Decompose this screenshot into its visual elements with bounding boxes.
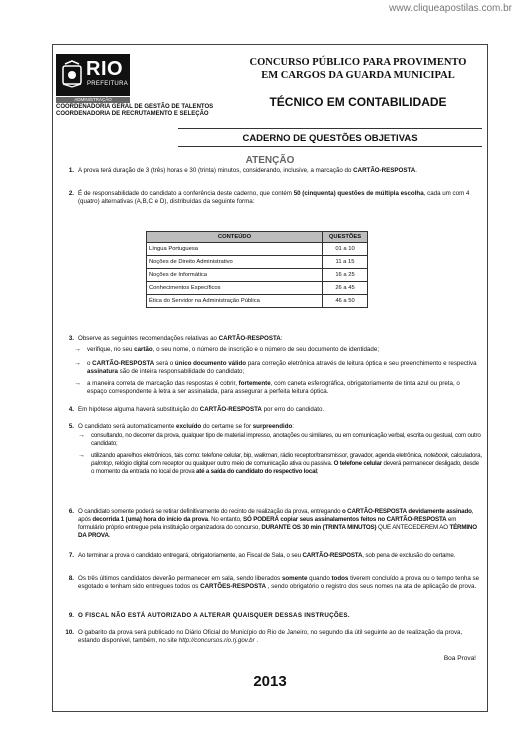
arrow-icon: → (74, 346, 81, 353)
sub-text (91, 452, 482, 476)
cell-conteudo: Ética do Servidor na Administração Pública (147, 295, 323, 308)
text-segment: , com caneta esferográfica, obrigatoriamente de tinta azul ou preta, o espaço correspondente à letra a ser assinalada, para assegurar a perfeita leitura óptica. (87, 380, 460, 395)
text-segment: tiverem concluído a prova ou o tempo tenha se esgotado e tenham sido entregues todos os (78, 575, 480, 590)
arrow-icon: → (74, 360, 81, 367)
cell-questoes: 01 a 10 (323, 243, 368, 256)
text-segment: . (108, 532, 111, 539)
concurso-title-line2: EM CARGOS DA GUARDA MUNICIPAL (261, 70, 455, 81)
table-header-row (147, 232, 368, 243)
text-segment: : (292, 423, 295, 430)
text-segment: , cada um com 4 (quatro) alternativas (A,B,C e D), distribuídas da seguinte forma: (78, 190, 470, 205)
instruction-text (78, 406, 480, 414)
divider-bottom (178, 146, 482, 147)
text-bold: CARTÃO-RESPOSTA (199, 406, 262, 413)
text-bold: O FISCAL NÃO ESTÁ AUTORIZADO A ALTERAR QUAISQUER DESSAS INSTRUÇÕES. (78, 612, 350, 619)
text-segment: , após (78, 508, 474, 523)
text-bold: CARTÕES-RESPOSTA (200, 583, 267, 590)
instruction-number: 6. (68, 508, 74, 515)
text-bold: assinatura (87, 368, 118, 375)
instruction-number: 5. (68, 423, 74, 430)
concurso-title (236, 56, 480, 82)
instruction-number: 8. (68, 575, 74, 582)
text-italic: walkman (254, 452, 278, 459)
text-segment: deverá permanecer desligado, desde o momento da entrada no local de prova (91, 460, 479, 475)
text-bold: cartão (134, 346, 153, 353)
instruction-text (78, 575, 480, 591)
instruction-number: 2. (68, 190, 74, 197)
text-bold: CARTÃO-RESPOSTA (218, 335, 281, 342)
sub-text (87, 346, 480, 354)
text-segment: QUE ANTECEDEREM AO (376, 524, 450, 531)
table-row (147, 282, 368, 295)
text-segment: do certame se for (201, 423, 253, 430)
text-segment: para correção eletrônica através de leitura óptica e seu preenchimento e respectiva (246, 360, 477, 367)
coordenadoria-line1: COORDENADORIA GERAL DE GESTÃO DE TALENTOS (56, 104, 214, 110)
text-segment: , sob pena de exclusão do certame. (362, 552, 456, 559)
text-segment: são de inteira responsabilidade do candidato; (117, 368, 245, 375)
text-segment: É de responsabilidade do candidato a conferência deste caderno, que contém (78, 190, 294, 197)
cargo-title: TÉCNICO EM CONTABILIDADE (269, 95, 447, 109)
text-bold: DURANTE OS 30 min (TRINTA MINUTOS) (261, 524, 377, 531)
text-bold: excluído (176, 423, 202, 430)
header-questoes: QUESTÕES (323, 232, 368, 243)
instruction-text (78, 423, 480, 431)
text-segment: , rádio receptor/transmissor, gravador, agenda eletrônica, (277, 452, 424, 459)
arrow-icon: → (78, 452, 85, 459)
text-bold: fortemente (238, 380, 271, 387)
text-bold: somente (281, 575, 308, 582)
text-segment: Ao terminar a prova o candidato entregará, obrigatoriamente, ao Fiscal de Sala, o seu (78, 552, 303, 559)
text-segment: . (254, 637, 259, 644)
text-bold: SÓ PODERÁ copiar seus assinalamentos feitos no CARTÃO-RESPOSTA (243, 516, 447, 523)
cell-questoes: 26 a 45 (323, 282, 368, 295)
text-bold: TÉRMINO DA PROVA (78, 524, 477, 539)
cell-conteudo: Noções de Informática (147, 269, 323, 282)
atencao-heading: ATENÇÃO (245, 155, 295, 166)
text-segment: : (280, 335, 283, 342)
cell-questoes: 11 a 15 (323, 256, 368, 269)
text-segment: , sendo obrigatório o registro dos seus nomes na ata de aplicação de prova. (266, 583, 477, 590)
sub-text (87, 360, 480, 376)
coordenadoria-line2: COORDENADORIA DE RECRUTAMENTO E SELEÇÃO (56, 111, 209, 117)
text-segment: Observe as seguintes recomendações relativas ao (78, 335, 219, 342)
instruction-number: 10. (65, 629, 74, 636)
site-link[interactable]: http://concursos.rio.rj.gov.br (178, 637, 255, 644)
text-segment: o (87, 360, 93, 367)
year: 2013 (253, 673, 287, 690)
divider-top (178, 128, 482, 129)
text-segment: . No entanto, (207, 516, 244, 523)
concurso-title-line1: CONCURSO PÚBLICO PARA PROVIMENTO (249, 57, 467, 68)
text-bold: CARTÃO-RESPOSTA (353, 167, 416, 174)
instruction-number: 3. (68, 335, 74, 342)
text-segment: , relógio digital com receptor ou qualquer outro meio de comunicação ativa ou passiva. (111, 460, 334, 467)
text-segment: . (415, 167, 417, 174)
table-row (147, 269, 368, 282)
cell-questoes: 16 a 25 (323, 269, 368, 282)
arrow-icon: → (74, 380, 81, 387)
administracao-bar: ADMINISTRAÇÃO (56, 97, 130, 103)
text-bold: único documento válido (174, 360, 247, 367)
header-conteudo: CONTEÚDO (147, 232, 323, 243)
coat-of-arms-icon (61, 60, 83, 88)
instruction-number: 4. (68, 406, 74, 413)
caderno-title: CADERNO DE QUESTÕES OBJETIVAS (242, 133, 418, 144)
instruction-text (78, 190, 480, 206)
arrow-icon: → (78, 432, 85, 439)
table-row (147, 243, 368, 256)
instruction-number: 9. (68, 612, 74, 619)
logo-rio-text: RIO (86, 58, 124, 80)
text-bold: o CARTÃO-RESPOSTA devidamente assinado (341, 508, 472, 515)
prefeitura-logo (56, 54, 130, 96)
text-bold: O telefone celular (333, 460, 382, 467)
text-segment: , calculadora, (447, 452, 482, 459)
text-bold: decorrida 1 (uma) hora do início da prova (92, 516, 208, 523)
text-segment: em formulário próprio entregue pela instituição organizadora do concurso, (78, 516, 457, 531)
table-row (147, 256, 368, 269)
text-segment: ; (316, 468, 319, 475)
instruction-text (78, 552, 480, 560)
instruction-text (78, 508, 480, 540)
text-segment: Em hipótese alguma haverá substituição do (78, 406, 200, 413)
cell-questoes: 46 a 50 (323, 295, 368, 308)
sub-text (91, 432, 482, 448)
text-segment: , o seu nome, o número de inscrição e o número de seu documento de identidade; (152, 346, 380, 353)
text-segment: A prova terá duração de 3 (três) horas e 30 (trinta) minutos, considerando, inclusive, a marcação do (78, 167, 354, 174)
text-segment: será o (154, 360, 175, 367)
instruction-text (78, 629, 480, 645)
text-segment: O gabarito da prova será publicado no Diário Oficial do Município do Rio de Janeiro, no segundo dia útil seguinte ao de realização da prova, estando disponível, também, no site (78, 629, 463, 644)
text-segment: por erro do candidato. (261, 406, 325, 413)
instruction-text (78, 612, 480, 620)
text-segment: Os três últimos candidatos deverão permanecer em sala, sendo liberados (78, 575, 282, 582)
cell-conteudo: Conhecimentos Específicos (147, 282, 323, 295)
text-segment: O candidato somente poderá se retirar definitivamente do recinto de realização da prova, entregando (78, 508, 342, 515)
instruction-number: 1. (68, 167, 74, 174)
conteudo-table (146, 231, 368, 308)
text-segment: verifique, no seu (87, 346, 135, 353)
cell-conteudo: Língua Portuguesa (147, 243, 323, 256)
boa-prova: Boa Prova! (443, 655, 476, 662)
table-row (147, 295, 368, 308)
text-segment: consultando, no decorrer da prova, qualquer tipo de material impresso, anotações ou similares, ou em comunicação verbal, escrita ou gestual, com outro candidato; (91, 432, 481, 447)
instruction-text (78, 335, 480, 343)
watermark: www.cliqueapostilas.com.br (389, 3, 512, 14)
text-bold: até a saída do candidato do respectivo local (196, 468, 317, 475)
sub-text (87, 380, 480, 396)
logo-prefeitura-text: PREFEITURA (87, 81, 129, 87)
text-segment: quando (307, 575, 332, 582)
instruction-text (78, 167, 480, 175)
text-italic: palmtop (91, 460, 112, 467)
text-segment: O candidato será automaticamente (78, 423, 177, 430)
instruction-number: 7. (68, 552, 74, 559)
text-segment: a maneira correta de marcação das respostas é cobrir, (87, 380, 239, 387)
text-italic: notebook (423, 452, 448, 459)
text-segment: utilizando aparelhos eletrônicos, tais como: telefone celular, bip, (91, 452, 255, 459)
text-bold: CARTÃO-RESPOSTA (92, 360, 155, 367)
text-bold: 50 (cinquenta) questões de múltipla escolha (293, 190, 424, 197)
text-bold: todos (331, 575, 349, 582)
text-bold: CARTÃO-RESPOSTA (302, 552, 363, 559)
text-bold: surpreendido (252, 423, 293, 430)
cell-conteudo: Noções de Direito Administrativo (147, 256, 323, 269)
